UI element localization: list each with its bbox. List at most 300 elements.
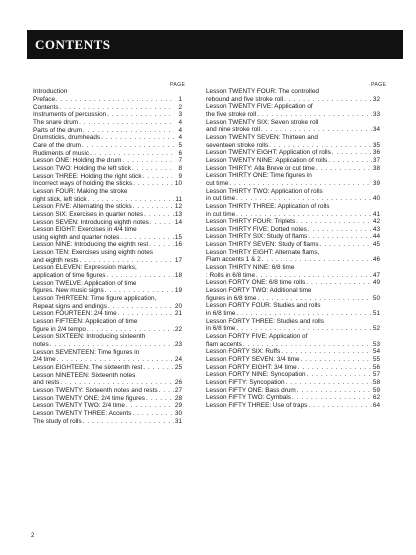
toc-leader-dots bbox=[308, 233, 372, 241]
toc-entry-title: Lesson SEVEN: Introducing eighth notes bbox=[33, 218, 149, 226]
toc-leader-dots bbox=[306, 279, 372, 287]
toc-entry-line bbox=[33, 395, 182, 403]
toc-entry-line bbox=[206, 356, 380, 364]
toc-entry-title: rebound and five stroke roll bbox=[206, 95, 284, 103]
toc-entry-line bbox=[206, 394, 380, 402]
toc-leader-dots bbox=[108, 303, 174, 311]
toc-entry-page: 1 bbox=[178, 96, 182, 103]
toc-entry-title: Lesson THIRTY FIVE: Dotted notes bbox=[206, 225, 307, 233]
toc-entry-line bbox=[33, 219, 182, 227]
toc-entry-title: Lesson THIRTY FOUR: Triplets bbox=[206, 218, 296, 226]
toc-entry-page: 41 bbox=[372, 210, 380, 218]
toc-entry-line bbox=[206, 203, 380, 211]
toc-entry-page: 62 bbox=[372, 394, 380, 402]
toc-entry-line bbox=[206, 134, 380, 142]
toc-entry-title: and eighth rests bbox=[33, 256, 79, 264]
toc-entry-title: Lesson SIX: Exercises in quarter notes bbox=[33, 210, 144, 218]
toc-entry-line bbox=[33, 165, 182, 173]
toc-leader-dots bbox=[236, 211, 372, 219]
toc-entry-title: Lesson FIFTY THREE: Use of traps bbox=[206, 401, 308, 409]
toc-entry-title: notes bbox=[33, 341, 49, 348]
toc-entry-title: Lesson FORTY FIVE: Application of bbox=[206, 333, 308, 340]
toc-entry-line bbox=[33, 272, 182, 280]
toc-entries-right bbox=[206, 88, 380, 410]
toc-entry-title: Lesson TWENTY FIVE: Application of bbox=[206, 103, 313, 111]
toc-entry-line bbox=[206, 165, 380, 173]
toc-leader-dots bbox=[50, 341, 174, 349]
toc-entry-line bbox=[33, 364, 182, 372]
toc-entry-page: 37 bbox=[372, 156, 380, 164]
toc-entry-line bbox=[206, 211, 380, 219]
page-number: 2 bbox=[31, 533, 35, 539]
toc-entry-line bbox=[33, 180, 182, 188]
toc-leader-dots bbox=[143, 173, 174, 181]
toc-entry-line bbox=[206, 333, 380, 341]
toc-leader-dots bbox=[133, 180, 174, 188]
toc-leader-dots bbox=[332, 149, 372, 157]
toc-entry-line bbox=[33, 157, 182, 165]
toc-entry-page: 55 bbox=[372, 355, 380, 363]
toc-entry-line bbox=[33, 142, 182, 150]
toc-entry-title: Lesson ONE: Holding the drum bbox=[33, 157, 122, 165]
toc-entry-line bbox=[206, 188, 380, 196]
toc-entry-line bbox=[206, 195, 380, 203]
toc-entry-title: Lesson TWENTY EIGHT: Application of rolls bbox=[206, 149, 331, 157]
toc-entry-line bbox=[206, 103, 380, 111]
toc-entry-line bbox=[206, 172, 380, 180]
toc-leader-dots bbox=[269, 142, 372, 150]
toc-entry-page: 43 bbox=[372, 225, 380, 233]
toc-entry-title: Lesson FORTY EIGHT: 3/4 time bbox=[206, 363, 297, 371]
toc-entry-line bbox=[206, 325, 380, 333]
toc-entry-title: Lesson FORTY NINE: Syncopation bbox=[206, 371, 306, 379]
toc-entry-line bbox=[33, 264, 182, 272]
toc-leader-dots bbox=[105, 287, 174, 295]
toc-entry-title: Lesson THIRTY SEVEN: Study of flams bbox=[206, 241, 319, 249]
toc-entry-line bbox=[206, 264, 380, 272]
toc-entry-line bbox=[206, 364, 380, 372]
toc-entry-title: and rests bbox=[33, 379, 60, 387]
toc-entry-page: 33 bbox=[372, 110, 380, 118]
toc-entry-line bbox=[33, 241, 182, 249]
toc-entry-page: 27 bbox=[174, 386, 182, 394]
toc-leader-dots bbox=[284, 96, 372, 104]
toc-entry-line bbox=[206, 279, 380, 287]
toc-leader-dots bbox=[57, 356, 174, 364]
toc-entry-title: The study of rolls bbox=[33, 417, 82, 425]
toc-entry-line bbox=[33, 203, 182, 211]
toc-entry-page: 4 bbox=[178, 126, 182, 134]
toc-entry-title: Lesson THIRTY NINE: 6/8 time bbox=[206, 264, 295, 272]
toc-entry-title: Lesson EIGHTEEN: The sixteenth rest bbox=[33, 363, 143, 371]
toc-entry-title: Lesson EIGHT: Exercises in 4/4 time bbox=[33, 226, 137, 234]
toc-leader-dots bbox=[328, 157, 372, 165]
toc-entry-title: Lesson FIFTY TWO: Cymbals bbox=[206, 394, 291, 402]
toc-entry-title: Lesson TWENTY SEVEN: Thirteen and bbox=[206, 133, 318, 141]
toc-entry-page: 49 bbox=[372, 279, 380, 287]
toc-entry-page: 19 bbox=[174, 287, 182, 295]
toc-entry-page: 18 bbox=[174, 272, 182, 280]
toc-entry-title: using eighth and quarter notes bbox=[33, 233, 120, 241]
toc-entry-line bbox=[33, 341, 182, 349]
toc-entry-title: seventeen stroke rolls bbox=[206, 141, 269, 149]
toc-leader-dots bbox=[101, 134, 174, 142]
toc-entry-line bbox=[206, 387, 380, 395]
toc-entry-title: figure in 2/4 tempo bbox=[33, 325, 86, 333]
toc-entry-line bbox=[33, 104, 182, 112]
toc-entry-page: 23 bbox=[174, 341, 182, 348]
toc-entry-line bbox=[33, 249, 182, 257]
toc-entry-page: 3 bbox=[178, 111, 182, 119]
toc-entry-title: Lesson SEVENTEEN: Time figures in bbox=[33, 348, 140, 356]
toc-entry-title: in 6/8 time bbox=[206, 325, 236, 333]
toc-entry-page: 51 bbox=[372, 310, 380, 318]
toc-entry-line bbox=[33, 333, 182, 341]
toc-entry-page: 9 bbox=[178, 172, 182, 180]
toc-entry-page: 7 bbox=[178, 157, 182, 165]
toc-entry-line bbox=[33, 280, 182, 288]
toc-entry-page: 10 bbox=[174, 180, 182, 188]
toc-entry-line bbox=[33, 234, 182, 242]
toc-entry-line bbox=[33, 356, 182, 364]
toc-entry-line bbox=[33, 287, 182, 295]
toc-entry-page: 28 bbox=[174, 394, 182, 402]
toc-entry-title: Lesson THIRTY EIGHT: Alternate flams, bbox=[206, 248, 320, 256]
toc-entry-title: Lesson THIRTY: Alla Breve or cut time bbox=[206, 164, 315, 172]
toc-entry-line bbox=[206, 287, 380, 295]
toc-entry-page: 4 bbox=[178, 118, 182, 126]
toc-entry-line bbox=[33, 372, 182, 380]
toc-leader-dots bbox=[261, 126, 372, 134]
toc-entry-page: 15 bbox=[174, 233, 182, 241]
toc-leader-dots bbox=[149, 241, 174, 249]
toc-entry-title: Lesson FORTY THREE: Studies and rolls bbox=[206, 317, 324, 325]
toc-entry-title: Lesson FORTY SEVEN: 3/4 time bbox=[206, 355, 300, 363]
toc-leader-dots bbox=[320, 241, 372, 249]
toc-entry-page: 11 bbox=[175, 195, 182, 203]
toc-leader-dots bbox=[297, 387, 372, 395]
toc-entry-line bbox=[206, 126, 380, 134]
toc-entry-title: and nine stroke roll bbox=[206, 126, 260, 134]
toc-entry-title: Lesson TWO: Holding the left stick bbox=[33, 164, 131, 172]
toc-entry-page: 8 bbox=[178, 164, 182, 172]
toc-entry-title: Parts of the drum bbox=[33, 126, 83, 134]
toc-leader-dots bbox=[56, 96, 174, 104]
toc-entry-line bbox=[33, 310, 182, 318]
toc-entry-title: Lesson FIFTY: Syncopation bbox=[206, 378, 285, 386]
toc-entry-line bbox=[206, 88, 380, 96]
toc-entry-title: right stick, left stick bbox=[33, 195, 87, 203]
toc-entry-page: 56 bbox=[372, 363, 380, 371]
toc-entry-line bbox=[33, 196, 182, 204]
toc-leader-dots bbox=[257, 111, 372, 119]
toc-entry-title: Lesson FORTY TWO: Additional time bbox=[206, 287, 312, 295]
toc-entry-line bbox=[33, 303, 182, 311]
toc-entry-line bbox=[33, 226, 182, 234]
toc-entry-title: 2/4 time bbox=[33, 356, 56, 364]
toc-entry-title: Lesson FORTY ONE: 6/8 time rolls bbox=[206, 279, 306, 287]
toc-entry-title: Lesson THIRTY SIX: Study of flams bbox=[206, 233, 308, 241]
toc-column-right bbox=[206, 88, 380, 410]
toc-leader-dots bbox=[159, 387, 174, 395]
toc-entry-page: 4 bbox=[178, 134, 182, 142]
toc-entry-title: Lesson THIRTY ONE: Time figures in bbox=[206, 172, 312, 180]
toc-leader-dots bbox=[107, 111, 174, 119]
toc-entry-page: 6 bbox=[178, 149, 182, 157]
toc-entry-title: Lesson NINETEEN: Sixteenth notes bbox=[33, 371, 136, 379]
toc-leader-dots bbox=[236, 195, 372, 203]
toc-entry-page: 35 bbox=[372, 141, 380, 149]
toc-entry-title: in 6/8 time bbox=[206, 310, 236, 318]
toc-entry-page: 40 bbox=[372, 195, 380, 203]
toc-entry-title: Lesson TWENTY THREE: Accents bbox=[33, 409, 132, 417]
toc-leader-dots bbox=[133, 203, 174, 211]
toc-entry-title: in cut time bbox=[206, 195, 236, 203]
toc-entry-title: Lesson NINE: Introducing the eighth rest bbox=[33, 241, 149, 249]
toc-entry-title: Lesson THIRTEEN: Time figure application, bbox=[33, 295, 157, 303]
toc-leader-dots bbox=[90, 150, 174, 158]
toc-leader-dots bbox=[236, 310, 371, 318]
toc-entry-line bbox=[33, 188, 182, 196]
toc-entry-line bbox=[33, 349, 182, 357]
toc-entry-page: 58 bbox=[372, 378, 380, 386]
toc-leader-dots bbox=[296, 218, 372, 226]
toc-leader-dots bbox=[301, 356, 372, 364]
toc-entry-line bbox=[33, 134, 182, 142]
toc-entry-line bbox=[33, 318, 182, 326]
toc-entry-line bbox=[206, 111, 380, 119]
toc-entry-line bbox=[206, 256, 380, 264]
toc-entry-page: 26 bbox=[174, 379, 182, 387]
toc-leader-dots bbox=[292, 394, 372, 402]
toc-entry-title: Lesson TWENTY TWO: 2/4 time bbox=[33, 402, 125, 410]
toc-entry-page: 14 bbox=[174, 218, 182, 226]
toc-entry-page: 36 bbox=[372, 149, 380, 157]
toc-entry-page: 34 bbox=[372, 126, 380, 134]
toc-entry-line bbox=[206, 272, 380, 280]
toc-entry-title: in cut time bbox=[206, 210, 236, 218]
toc-entry-title: figures. New music signs bbox=[33, 287, 104, 295]
toc-entry-line bbox=[33, 379, 182, 387]
toc-entry-line bbox=[206, 96, 380, 104]
toc-entry-title: cut time bbox=[206, 179, 229, 187]
toc-entry-page: 20 bbox=[174, 302, 182, 310]
toc-entry-title: Lesson TWENTY: Sixteenth notes and rests bbox=[33, 386, 158, 394]
toc-entry-page: 31 bbox=[174, 417, 182, 425]
contents-title: CONTENTS bbox=[35, 37, 111, 52]
toc-entry-page: 64 bbox=[372, 401, 380, 409]
toc-leader-dots bbox=[308, 226, 372, 234]
toc-leader-dots bbox=[132, 165, 174, 173]
toc-entry-page: 39 bbox=[372, 179, 380, 187]
toc-entry-title: the five stroke roll bbox=[206, 110, 257, 118]
toc-leader-dots bbox=[126, 402, 174, 410]
toc-entry-page: 59 bbox=[372, 386, 380, 394]
toc-entry-page: 12 bbox=[174, 203, 182, 211]
toc-section-heading: Introduction bbox=[33, 88, 68, 95]
toc-entry-line bbox=[206, 149, 380, 157]
toc-entry-line bbox=[33, 96, 182, 104]
toc-column-left bbox=[33, 88, 182, 425]
toc-entry-line bbox=[206, 157, 380, 165]
toc-entry-page: 22 bbox=[174, 325, 182, 333]
toc-leader-dots bbox=[286, 379, 372, 387]
toc-leader-dots bbox=[307, 371, 372, 379]
toc-entry-line bbox=[33, 173, 182, 181]
toc-entry-line bbox=[206, 218, 380, 226]
toc-entry-title: Lesson TWELVE: Application of time bbox=[33, 279, 137, 287]
toc-entry-title: Drumsticks, drumheads bbox=[33, 134, 101, 142]
contents-banner bbox=[27, 30, 403, 59]
toc-leader-dots bbox=[236, 325, 371, 333]
toc-entry-line bbox=[206, 341, 380, 349]
toc-entry-line bbox=[33, 410, 182, 418]
toc-entry-line bbox=[33, 127, 182, 135]
toc-leader-dots bbox=[118, 310, 174, 318]
toc-entry-title: Lesson SIXTEEN: Introducing sixteenth bbox=[33, 333, 146, 341]
toc-entry-page: 29 bbox=[174, 402, 182, 410]
toc-entry-line bbox=[33, 257, 182, 265]
toc-entry-title: Instruments of percussion bbox=[33, 111, 107, 119]
toc-entry-title: Incorrect ways of holding the sticks bbox=[33, 180, 133, 188]
toc-entry-page: 42 bbox=[372, 218, 380, 226]
toc-leader-dots bbox=[82, 142, 174, 150]
toc-leader-dots bbox=[88, 196, 174, 204]
toc-entry-line bbox=[206, 119, 380, 127]
toc-entry-page: 2 bbox=[178, 103, 182, 111]
toc-entry-title: Lesson TWENTY ONE: 2/4 time figures bbox=[33, 394, 145, 402]
toc-entry-title: Lesson FIVE: Alternating the sticks bbox=[33, 203, 132, 211]
toc-entry-line bbox=[206, 233, 380, 241]
toc-entry-page: 52 bbox=[372, 325, 380, 333]
toc-entry-page: 21 bbox=[174, 310, 182, 318]
toc-entry-page: 5 bbox=[178, 141, 182, 149]
toc-entry-title: Lesson FOURTEEN: 2/4 time bbox=[33, 310, 117, 318]
toc-entry-page: 13 bbox=[174, 210, 182, 218]
toc-entry-line bbox=[33, 418, 182, 426]
toc-entry-page: 44 bbox=[372, 233, 380, 241]
toc-leader-dots bbox=[106, 272, 173, 280]
toc-entry-page: 32 bbox=[372, 95, 380, 103]
toc-entry-title: The snare drum bbox=[33, 118, 79, 126]
toc-entry-line bbox=[206, 402, 380, 410]
toc-entry-title: flam accents bbox=[206, 340, 242, 348]
toc-entry-line bbox=[206, 379, 380, 387]
toc-entry-line bbox=[206, 142, 380, 150]
toc-entry-line bbox=[206, 226, 380, 234]
toc-entry-page: 57 bbox=[372, 371, 380, 379]
toc-entry-title: Lesson FORTY FOUR: Studies and rolls bbox=[206, 302, 321, 310]
toc-entry-page: 46 bbox=[372, 256, 380, 264]
toc-entry-line bbox=[33, 119, 182, 127]
toc-entry-line bbox=[33, 295, 182, 303]
toc-leader-dots bbox=[308, 402, 372, 410]
toc-entry-title: Lesson TWENTY FOUR: The controlled bbox=[206, 88, 319, 95]
toc-leader-dots bbox=[262, 256, 372, 264]
toc-entry-line bbox=[33, 402, 182, 410]
toc-entry-page: 24 bbox=[174, 356, 182, 364]
toc-entry-line bbox=[206, 318, 380, 326]
toc-leader-dots bbox=[79, 257, 173, 265]
toc-leader-dots bbox=[132, 410, 174, 418]
toc-entry-title: : Rolls in 6/8 time bbox=[206, 271, 256, 279]
toc-entry-page: 25 bbox=[174, 363, 182, 371]
toc-entry-title: Care of the drum bbox=[33, 141, 81, 149]
toc-leader-dots bbox=[79, 119, 174, 127]
toc-entry-title: Lesson FIFTEEN: Application of time bbox=[33, 318, 138, 326]
toc-entry-page: 47 bbox=[372, 271, 380, 279]
toc-leader-dots bbox=[281, 348, 372, 356]
toc-leader-dots bbox=[144, 211, 174, 219]
page-column-header-right: PAGE bbox=[371, 82, 387, 88]
page-column-header-left: PAGE bbox=[170, 82, 186, 88]
toc-entry-page: 45 bbox=[372, 241, 380, 249]
toc-entry-line bbox=[33, 111, 182, 119]
toc-entry-line bbox=[33, 211, 182, 219]
toc-entry-title: Lesson TWENTY SIX: Seven stroke roll bbox=[206, 118, 319, 126]
toc-leader-dots bbox=[87, 326, 174, 334]
toc-leader-dots bbox=[146, 395, 174, 403]
toc-leader-dots bbox=[83, 127, 174, 135]
toc-entry-line bbox=[206, 249, 380, 257]
toc-entry-line bbox=[206, 371, 380, 379]
toc-entry-title: Lesson THIRTY TWO: Application of rolls bbox=[206, 187, 323, 195]
toc-entry-line bbox=[206, 180, 380, 188]
toc-entry-title: figures in 6/8 time bbox=[206, 294, 257, 302]
toc-entry-line bbox=[33, 387, 182, 395]
toc-entry-page: 38 bbox=[372, 164, 380, 172]
toc-entry-page: 53 bbox=[372, 340, 380, 348]
toc-leader-dots bbox=[298, 364, 372, 372]
toc-entry-line bbox=[206, 310, 380, 318]
toc-entry-title: Lesson FOUR: Making the stroke bbox=[33, 187, 128, 195]
toc-entry-title: Lesson THREE: Holding the right stick bbox=[33, 172, 142, 180]
toc-entry-title: Lesson TWENTY NINE: Application of rolls bbox=[206, 156, 328, 164]
toc-entry-page: 17 bbox=[174, 256, 182, 264]
toc-entry-line bbox=[206, 348, 380, 356]
toc-entry-title: Lesson FIFTY ONE: Bass drum bbox=[206, 386, 296, 394]
toc-entry-title: application of time figures bbox=[33, 272, 106, 280]
toc-entry-title: Preface bbox=[33, 96, 56, 103]
toc-entry-page: 30 bbox=[174, 409, 182, 417]
toc-leader-dots bbox=[122, 157, 174, 165]
toc-leader-dots bbox=[229, 180, 372, 188]
toc-leader-dots bbox=[143, 364, 174, 372]
toc-leader-dots bbox=[243, 341, 372, 349]
toc-entry-page: 54 bbox=[372, 348, 380, 356]
toc-leader-dots bbox=[257, 295, 371, 303]
toc-entry-line bbox=[206, 302, 380, 310]
toc-entry-line bbox=[33, 326, 182, 334]
toc-entry-line bbox=[33, 150, 182, 158]
toc-leader-dots bbox=[83, 418, 174, 426]
toc-entry-title: Flam accents 1 & 2 bbox=[206, 256, 261, 264]
toc-entry-line bbox=[206, 295, 380, 303]
toc-entry-title: Repeat signs and endings bbox=[33, 302, 107, 310]
toc-entry-title: Lesson TEN: Exercises using eighth notes bbox=[33, 249, 153, 257]
toc-leader-dots bbox=[256, 272, 372, 280]
toc-entry-page: 50 bbox=[372, 294, 380, 302]
toc-leader-dots bbox=[120, 234, 174, 242]
toc-leader-dots bbox=[316, 165, 372, 173]
toc-leader-dots bbox=[60, 104, 174, 112]
toc-entry-title: Lesson THIRTY THREE: Application of rolls bbox=[206, 202, 330, 210]
toc-entry-title: Lesson FORTY SIX: Ruffs bbox=[206, 348, 281, 356]
toc-entry-title: Rudiments of music bbox=[33, 149, 90, 157]
toc-entry-title: Contents bbox=[33, 103, 59, 111]
toc-entry-line bbox=[206, 241, 380, 249]
toc-entries-left bbox=[33, 96, 182, 425]
